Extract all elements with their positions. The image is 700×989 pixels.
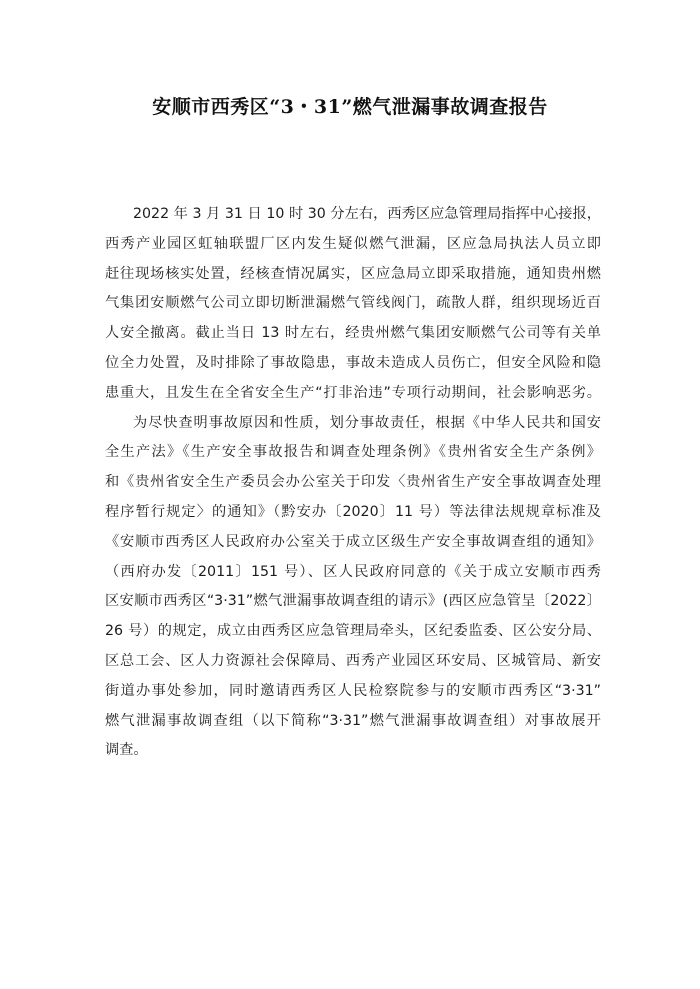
paragraph-1-line: 赶往现场核实处置，经核查情况属实，区应急局立即采取措施，通知贵州燃 bbox=[105, 265, 601, 282]
paragraph-1-line: 2022 年 3 月 31 日 10 时 30 分左右，西秀区应急管理局指挥中心接报， bbox=[133, 206, 601, 222]
paragraph-2-line: （西府办发〔2011〕151 号）、区人民政府同意的《关于成立安顺市西秀 bbox=[105, 563, 601, 580]
paragraph-2-line: 全生产法》《生产安全事故报告和调查处理条例》《贵州省安全生产条例》 bbox=[105, 444, 601, 461]
paragraph-2-line: 区安顺市西秀区“3·31”燃气泄漏事故调查组的请示》(西区应急管呈〔2022〕 bbox=[105, 593, 601, 610]
report-body bbox=[105, 200, 601, 766]
paragraph-2-line: 为尽快查明事故原因和性质，划分事故责任，根据《中华人民共和国安 bbox=[133, 414, 601, 431]
paragraph-1-line: 患重大，且发生在全省安全生产“打非治违”专项行动期间，社会影响恶劣。 bbox=[105, 384, 601, 401]
paragraph-1-line: 位全力处置，及时排除了事故隐患，事故未造成人员伤亡，但安全风险和隐 bbox=[105, 354, 601, 371]
report-title: 安顺市西秀区“3・31”燃气泄漏事故调查报告 bbox=[152, 96, 548, 118]
paragraph-2-line: 区总工会、区人力资源社会保障局、西秀产业园区环安局、区城管局、新安 bbox=[105, 652, 601, 669]
paragraph-2-line: 和《贵州省安全生产委员会办公室关于印发〈贵州省生产安全事故调查处理 bbox=[105, 474, 601, 491]
paragraph-1-line: 西秀产业园区虹轴联盟厂区内发生疑似燃气泄漏，区应急局执法人员立即 bbox=[105, 235, 601, 252]
paragraph-2-line: 街道办事处参加，同时邀请西秀区人民检察院参与的安顺市西秀区“3·31” bbox=[105, 682, 601, 699]
paragraph-2-line: 程序暂行规定〉的通知》（黔安办〔2020〕11 号）等法律法规规章标准及 bbox=[105, 503, 601, 520]
paragraph-1-line: 气集团安顺燃气公司立即切断泄漏燃气管线阀门，疏散人群，组织现场近百 bbox=[105, 295, 601, 312]
paragraph-1-line: 人安全撤离。截止当日 13 时左右，经贵州燃气集团安顺燃气公司等有关单 bbox=[105, 325, 601, 342]
paragraph-2-line: 26 号）的规定，成立由西秀区应急管理局牵头，区纪委监委、区公安分局、 bbox=[105, 623, 601, 640]
paragraph-2-line: 调查。 bbox=[105, 742, 148, 759]
paragraph-2-line: 《安顺市西秀区人民政府办公室关于成立区级生产安全事故调查组的通知》 bbox=[105, 533, 601, 550]
paragraph-2-line: 燃气泄漏事故调查组（以下简称“3·31”燃气泄漏事故调查组）对事故展开 bbox=[105, 712, 601, 729]
